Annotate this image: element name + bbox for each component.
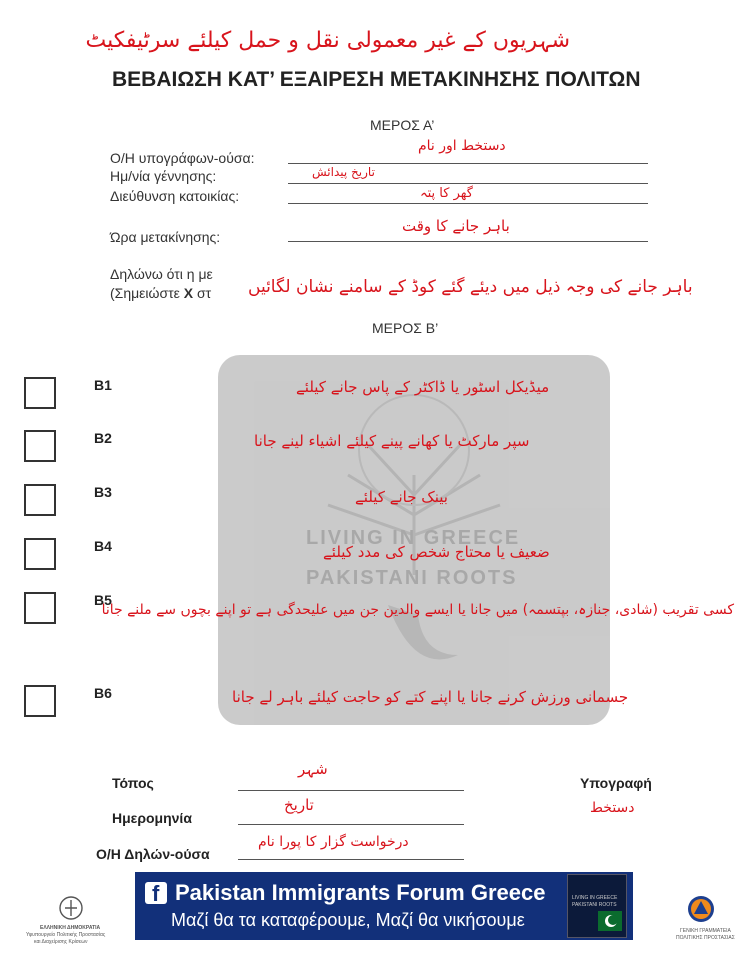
footer-urdu-date: تاریخ [284,796,314,814]
code-b2: B2 [94,430,112,446]
greek-republic-emblem-icon [58,894,84,922]
declare-x: Χ [183,285,194,301]
banner-subtitle: Μαζί θα τα καταφέρουμε, Μαζί θα νικήσουμε [171,910,525,930]
footer-label-date: Ημερομηνία [112,810,192,826]
option-urdu-b3: بینک جانے کیلئے [355,488,448,506]
right-logo-line-2: ΠΟΛΙΤΙΚΗΣ ΠΡΟΣΤΑΣΙΑΣ [676,935,735,941]
footer-label-declarant: Ο/Η Δηλών-ούσα [96,846,210,862]
footer-label-place: Τόπος [112,775,154,791]
footer-line-declarant[interactable] [238,859,464,860]
code-b4: B4 [94,538,112,554]
option-urdu-b2: سپر مارکٹ یا کھانے پینے کیلئے اشیاء لینے جانا [254,432,530,450]
part-b-heading: ΜΕΡΟΣ Β’ [372,320,439,336]
declare-line-1: Δηλώνω ότι η με [110,266,213,282]
thumb-line-2: PAKISTANI ROOTS [572,902,617,908]
code-b1: B1 [94,377,112,393]
part-a-heading: ΜΕΡΟΣ Α’ [370,117,435,133]
checkbox-b3[interactable] [24,484,56,516]
declare-urdu: باہر جانے کی وجہ ذیل میں دیئے گئے کوڈ کے سامنے نشان لگائیں [248,277,693,297]
facebook-icon-glyph: f [152,881,160,906]
field-label-time: Ώρα μετακίνησης: [110,229,221,245]
option-urdu-b1: میڈیکل اسٹور یا ڈاکٹر کے پاس جانے کیلئے [296,378,550,396]
field-line-address[interactable] [288,203,648,204]
checkbox-b4[interactable] [24,538,56,570]
watermark-panel [218,355,610,725]
field-line-birthdate[interactable] [288,183,648,184]
left-logo-line-2: Υφυπουργείο Πολιτικής Προστασίας [26,932,106,938]
field-label-address: Διεύθυνση κατοικίας: [110,188,240,204]
option-urdu-b4: ضعیف یا محتاج شخص کی مدد کیلئے [323,543,550,561]
field-urdu-birthdate: تاریخ پیدائش [312,165,375,179]
field-label-signer: Ο/Η υπογράφων-ούσα: [110,150,255,166]
field-line-signer[interactable] [288,163,648,164]
option-urdu-b5: کسی تقریب (شادی، جنازہ، بپتسمہ) میں جانا یا ایسے والدین جن میں علیحدگی ہے تو اپنے بچوں سے ملنے جانا [101,602,734,618]
checkbox-b6[interactable] [24,685,56,717]
checkbox-b1[interactable] [24,377,56,409]
footer-line-date[interactable] [238,824,464,825]
option-urdu-b6: جسمانی ورزش کرنے جانا یا اپنے کتے کو حاجت کیلئے باہر لے جانا [232,688,629,706]
code-b3: B3 [94,484,112,500]
thumb-line-1: LIVING IN GREECE [572,895,618,901]
footer-line-place[interactable] [238,790,464,791]
facebook-icon [145,882,167,904]
urdu-title: شہریوں کے غیر معمولی نقل و حمل کیلئے سرٹیفکیٹ [85,28,570,53]
declare-line-2-b: στ [193,285,212,301]
field-urdu-signer: دستخط اور نام [418,138,506,154]
footer-urdu-declarant: درخواست گزار کا پورا نام [258,834,409,850]
forum-banner[interactable] [135,872,633,940]
declare-line-2 [110,285,211,301]
code-b6: B6 [94,685,112,701]
watermark-line-2: PAKISTANI ROOTS [306,567,518,589]
civil-protection-logo-icon [686,894,716,924]
declare-line-2-a: (Σημειώστε [110,285,184,301]
field-urdu-address: گھر کا پتہ [420,186,473,201]
banner-title: Pakistan Immigrants Forum Greece [175,880,546,905]
left-logo-line-1: ΕΛΛΗΝΙΚΗ ΔΗΜΟΚΡΑΤΙΑ [40,925,101,931]
left-logo-line-3: και Διαχείρισης Κρίσεων [34,939,88,945]
right-logo-line-1: ΓΕΝΙΚΗ ΓΡΑΜΜΑΤΕΙΑ [680,928,731,934]
signature-label: Υπογραφή [580,775,652,791]
watermark-line-1: LIVING IN GREECE [306,527,521,549]
field-label-birthdate: Ημ/νία γέννησης: [110,168,217,184]
checkbox-b2[interactable] [24,430,56,462]
footer-urdu-place: شہر [298,760,328,778]
field-urdu-time: باہر جانے کا وقت [402,217,510,235]
signature-urdu: دستخط [590,800,635,816]
code-b5: B5 [94,592,112,608]
banner-thumbnail [567,874,627,938]
field-line-time[interactable] [288,241,648,242]
checkbox-b5[interactable] [24,592,56,624]
greek-title: ΒΕΒΑΙΩΣΗ ΚΑΤ’ ΕΞΑΙΡΕΣΗ ΜΕΤΑΚΙΝΗΣΗΣ ΠΟΛΙΤΩΝ [112,68,641,91]
